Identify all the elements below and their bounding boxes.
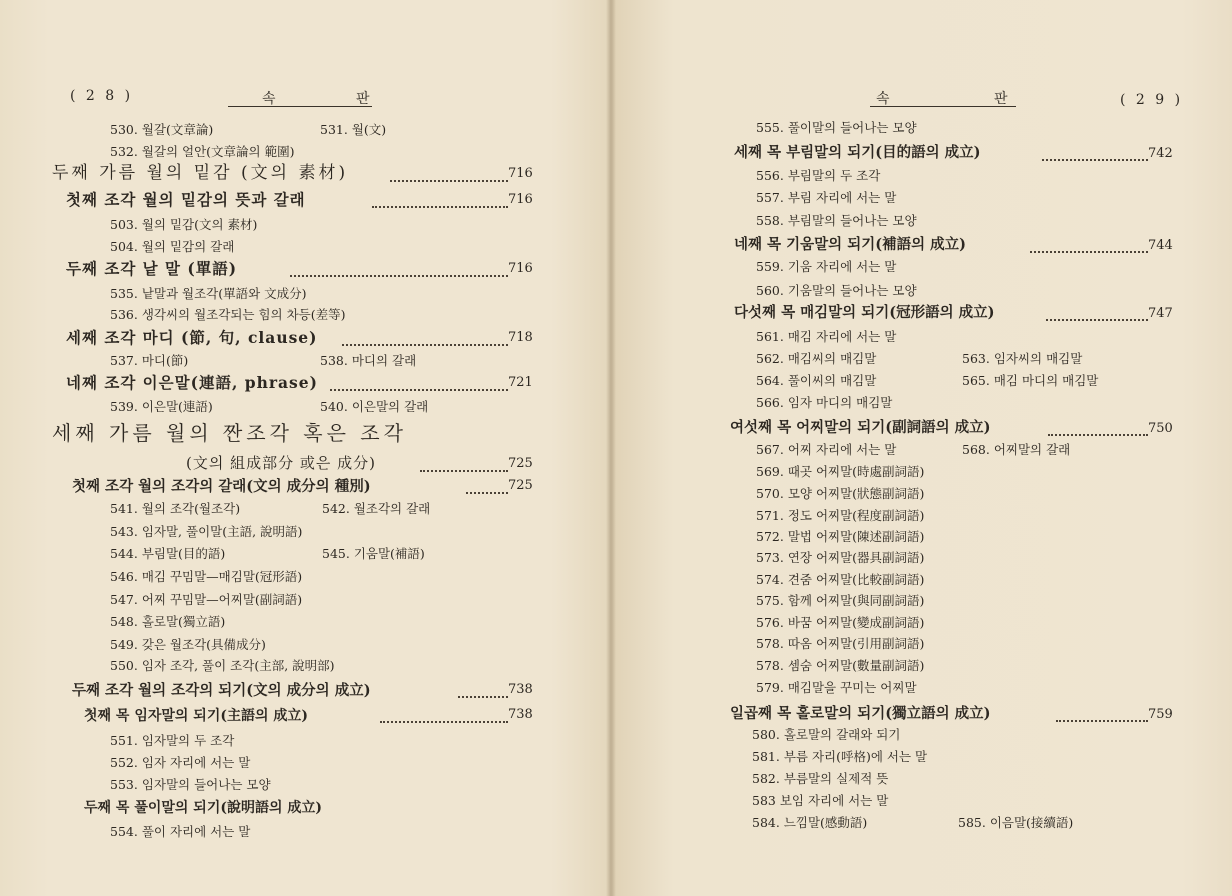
toc-entry: 553. 임자말의 들어나는 모양 <box>110 777 271 792</box>
right-page-number: ( 2 9 ) <box>1120 92 1184 108</box>
leader-dots <box>390 180 508 182</box>
toc-entry: 535. 낱말과 월조각(單語와 文成分) <box>110 286 307 301</box>
toc-entry: 571. 정도 어찌말(程度副詞語) <box>756 508 925 523</box>
toc-heading-level3: 첫째 목 임자말의 되기(主語의 成立) <box>84 708 308 724</box>
toc-entry: 560. 기움말의 들어나는 모양 <box>756 283 917 298</box>
right-title-rule <box>870 106 1016 107</box>
leader-dots <box>420 470 508 472</box>
toc-entry: 547. 어찌 꾸밈말—어찌말(副詞語) <box>110 592 303 607</box>
toc-entry: 578. 셈숨 어찌말(數量副詞語) <box>756 658 925 673</box>
toc-entry: 545. 기움말(補語) <box>322 546 425 561</box>
toc-heading-level1: 두째 가름 월의 밑감 (文의 素材) <box>52 163 349 183</box>
leader-dots <box>290 275 508 277</box>
leader-dots <box>1042 159 1148 161</box>
toc-heading-level2: 두째 조각 낱 말 (單語) <box>66 259 238 278</box>
leader-dots <box>1056 720 1148 722</box>
toc-heading-level2: 네째 조각 이은말(連語, phrase) <box>66 373 318 392</box>
toc-heading-level2: 세째 조각 마디 (節, 句, clause) <box>66 328 318 347</box>
toc-entry: 558. 부림말의 들어나는 모양 <box>756 213 917 228</box>
toc-entry: 550. 임자 조각, 풀이 조각(主部, 說明部) <box>110 658 335 673</box>
toc-entry: 573. 연장 어찌말(器具副詞語) <box>756 550 925 565</box>
toc-page-ref: 742 <box>1148 146 1173 161</box>
toc-heading-level3: 여섯째 목 어찌말의 되기(副詞語의 成立) <box>730 419 991 436</box>
leader-dots <box>1046 319 1148 321</box>
left-running-title-a: 속 <box>262 91 278 107</box>
toc-entry: 552. 임자 자리에 서는 말 <box>110 755 251 770</box>
toc-entry: 575. 함께 어찌말(與同副詞語) <box>756 593 925 608</box>
toc-page-ref: 725 <box>508 478 533 493</box>
toc-page-ref: 716 <box>508 166 533 181</box>
toc-heading-level3: 다섯째 목 매김말의 되기(冠形語의 成立) <box>734 304 995 321</box>
toc-entry: 555. 풀이말의 들어나는 모양 <box>756 120 917 135</box>
toc-entry: 503. 월의 밑감(文의 素材) <box>110 217 258 232</box>
leader-dots <box>1030 251 1148 253</box>
toc-heading-level2: 첫째 조각 월의 조각의 갈래(文의 成分의 種別) <box>72 478 371 495</box>
book-gutter <box>606 0 616 896</box>
toc-entry: 574. 견줌 어찌말(比較副詞語) <box>756 572 925 587</box>
toc-entry: 565. 매김 마디의 매김말 <box>962 373 1099 388</box>
toc-page-ref: 747 <box>1148 306 1173 321</box>
toc-entry: 583 보임 자리에 서는 말 <box>752 793 889 808</box>
toc-heading-subtitle: (文의 組成部分 或은 成分) <box>186 454 376 472</box>
toc-heading-level3: 두째 목 풀이말의 되기(說明語의 成立) <box>84 800 322 816</box>
toc-heading-level2: 두째 조각 월의 조각의 되기(文의 成分의 成立) <box>72 682 371 699</box>
toc-heading-level2: 첫째 조각 월의 밑감의 뜻과 갈래 <box>66 190 306 209</box>
toc-page-ref: 718 <box>508 330 533 345</box>
toc-entry: 549. 갖은 월조각(具備成分) <box>110 637 266 652</box>
toc-entry: 568. 어찌말의 갈래 <box>962 442 1071 457</box>
toc-entry: 530. 월갈(文章論) <box>110 122 214 137</box>
toc-entry: 581. 부름 자리(呼格)에 서는 말 <box>752 749 928 764</box>
toc-entry: 563. 임자씨의 매김말 <box>962 351 1083 366</box>
toc-page-ref: 721 <box>508 375 533 390</box>
toc-entry: 559. 기움 자리에 서는 말 <box>756 259 897 274</box>
toc-entry: 584. 느낌말(感動語) <box>752 815 868 830</box>
toc-entry: 564. 풀이씨의 매김말 <box>756 373 877 388</box>
toc-entry: 539. 이은말(連語) <box>110 399 213 414</box>
right-running-title-b: 판 <box>994 91 1010 107</box>
toc-entry: 538. 마디의 갈래 <box>320 353 417 368</box>
left-page-number: ( 2 8 ) <box>70 88 134 104</box>
toc-entry: 554. 풀이 자리에 서는 말 <box>110 824 251 839</box>
toc-entry: 585. 이음말(接續語) <box>958 815 1074 830</box>
leader-dots <box>1048 434 1148 436</box>
leader-dots <box>372 206 508 208</box>
toc-entry: 546. 매김 꾸밈말—매김말(冠形語) <box>110 569 303 584</box>
right-running-title-a: 속 <box>876 91 892 107</box>
toc-entry: 504. 월의 밑감의 갈래 <box>110 239 235 254</box>
toc-entry: 570. 모양 어찌말(狀態副詞語) <box>756 486 925 501</box>
toc-page-ref: 744 <box>1148 238 1173 253</box>
toc-entry: 542. 월조각의 갈래 <box>322 501 431 516</box>
toc-entry: 536. 생각씨의 월조각되는 힘의 차등(差等) <box>110 307 346 322</box>
left-running-title-b: 판 <box>356 91 372 107</box>
toc-entry: 579. 매김말을 꾸미는 어찌말 <box>756 680 917 695</box>
leader-dots <box>380 721 508 723</box>
toc-entry: 576. 바꿈 어찌말(變成副詞語) <box>756 615 925 630</box>
toc-heading-level1: 세째 가름 월의 짠조각 혹은 조각 <box>52 421 407 445</box>
toc-entry: 541. 월의 조각(월조각) <box>110 501 241 516</box>
toc-entry: 561. 매김 자리에 서는 말 <box>756 329 897 344</box>
toc-entry: 578. 따옴 어찌말(引用副詞語) <box>756 636 925 651</box>
toc-page-ref: 738 <box>508 682 533 697</box>
toc-page-ref: 750 <box>1148 421 1173 436</box>
left-page <box>0 0 612 896</box>
toc-page-ref: 738 <box>508 707 533 722</box>
toc-entry: 531. 월(文) <box>320 122 387 137</box>
toc-entry: 567. 어찌 자리에 서는 말 <box>756 442 897 457</box>
toc-page-ref: 716 <box>508 261 533 276</box>
toc-entry: 544. 부림말(目的語) <box>110 546 226 561</box>
toc-page-ref: 759 <box>1148 707 1173 722</box>
left-title-rule <box>228 106 372 107</box>
toc-entry: 562. 매김씨의 매김말 <box>756 351 877 366</box>
toc-heading-level3: 일곱째 목 홀로말의 되기(獨立語의 成立) <box>730 705 991 722</box>
toc-entry: 569. 때곳 어찌말(時處副詞語) <box>756 464 925 479</box>
toc-entry: 551. 임자말의 두 조각 <box>110 733 235 748</box>
toc-heading-level3: 네째 목 기움말의 되기(補語의 成立) <box>734 236 966 253</box>
toc-heading-level3: 세째 목 부림말의 되기(目的語의 成立) <box>734 144 981 161</box>
toc-entry: 557. 부림 자리에 서는 말 <box>756 190 897 205</box>
toc-entry: 540. 이은말의 갈래 <box>320 399 429 414</box>
leader-dots <box>466 492 508 494</box>
leader-dots <box>458 696 508 698</box>
toc-page-ref: 716 <box>508 192 533 207</box>
leader-dots <box>330 389 508 391</box>
leader-dots <box>342 344 508 346</box>
toc-entry: 532. 월갈의 얼안(文章論의 範圍) <box>110 144 295 159</box>
toc-entry: 572. 말법 어찌말(陳述副詞語) <box>756 529 925 544</box>
toc-entry: 543. 임자말, 풀이말(主語, 說明語) <box>110 524 303 539</box>
toc-page-ref: 725 <box>508 456 533 471</box>
toc-entry: 548. 홀로말(獨立語) <box>110 614 226 629</box>
toc-entry: 580. 홀로말의 갈래와 되기 <box>752 727 901 742</box>
toc-entry: 566. 임자 마디의 매김말 <box>756 395 893 410</box>
toc-entry: 556. 부림말의 두 조각 <box>756 168 881 183</box>
toc-entry: 537. 마디(節) <box>110 353 189 368</box>
toc-entry: 582. 부름말의 실제적 뜻 <box>752 771 889 786</box>
